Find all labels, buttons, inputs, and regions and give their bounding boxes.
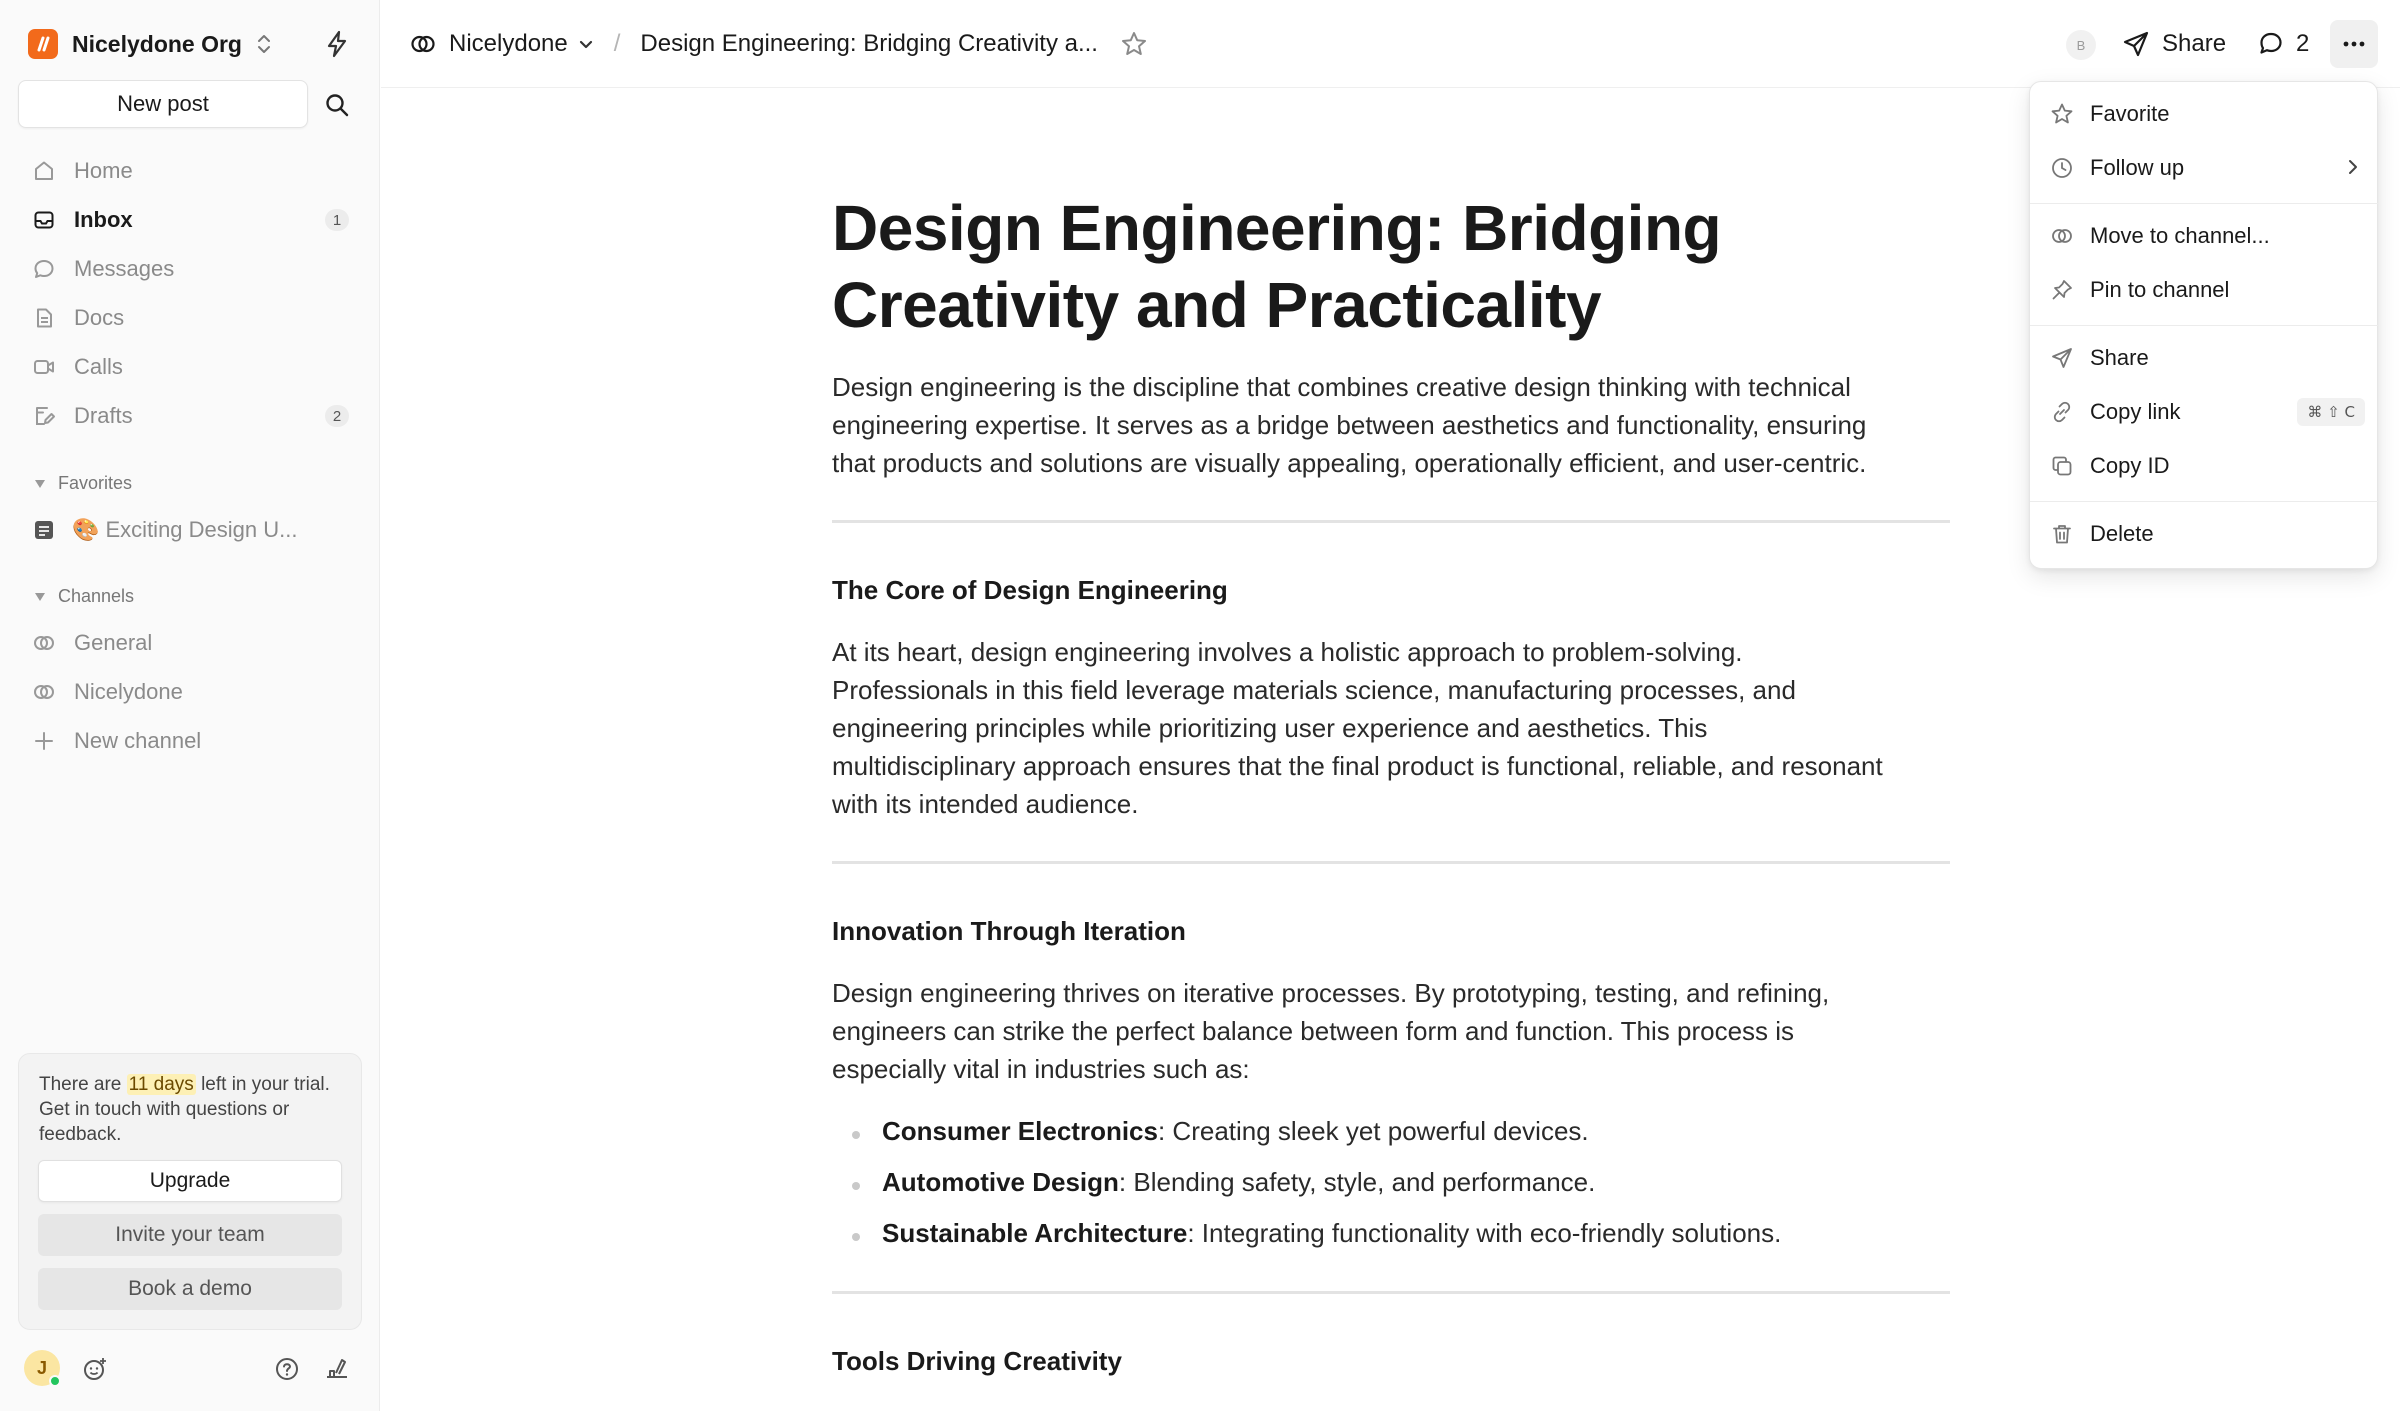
main-nav — [18, 146, 363, 440]
inbox-icon — [32, 208, 56, 232]
comment-icon — [2258, 31, 2284, 57]
caret-down-icon — [34, 592, 46, 602]
copy-icon — [2050, 454, 2074, 478]
org-logo-icon — [28, 29, 58, 59]
invite-team-button[interactable]: Invite your team — [38, 1214, 342, 1256]
sidebar-item-docs[interactable] — [18, 293, 363, 342]
sidebar-item-label: Home — [74, 157, 133, 183]
menu-divider — [2030, 501, 2379, 502]
chevron-down-icon[interactable] — [578, 36, 594, 52]
video-icon — [32, 355, 56, 379]
divider — [832, 1291, 1950, 1294]
menu-item-copy-link[interactable]: Copy link ⌘ ⇧ C — [2030, 385, 2379, 439]
favorites-label: Favorites — [58, 473, 133, 493]
sidebar-item-label: Drafts — [74, 402, 133, 428]
channel-icon — [409, 30, 437, 58]
menu-item-share[interactable]: Share — [2030, 331, 2379, 385]
trial-message: There are 11 days left in your trial. Get in touch with questions or feedback. — [39, 1074, 330, 1145]
menu-item-delete[interactable]: Delete — [2030, 507, 2379, 561]
list-item: Sustainable Architecture: Integrating functionality with eco-friendly solutions. — [882, 1218, 1782, 1248]
sidebar-item-calls[interactable] — [18, 342, 363, 391]
trial-card — [18, 1053, 362, 1330]
link-icon — [2050, 400, 2074, 424]
channels-section-toggle[interactable] — [34, 586, 134, 607]
sidebar-item-label: Messages — [74, 255, 175, 281]
intro-paragraph: Design engineering is the discipline that combines creative design thinking with technical engineering expertise. It serves as a bridge between aesthetics and functionality, ensuring that products and solutions are visually appealing, operationally efficient, and user-centric. — [832, 372, 1867, 478]
new-channel-button[interactable] — [18, 716, 363, 765]
star-icon[interactable] — [1120, 30, 1148, 58]
bullet-dot — [852, 1233, 860, 1241]
menu-item-favorite[interactable]: Favorite — [2030, 87, 2379, 141]
comments-button[interactable] — [2258, 24, 2309, 64]
org-switcher[interactable] — [28, 24, 368, 64]
post-icon — [32, 518, 56, 542]
breadcrumb — [409, 24, 1148, 64]
search-icon[interactable] — [320, 88, 354, 122]
clock-icon — [2050, 156, 2074, 180]
innovation-paragraph: Design engineering thrives on iterative processes. By prototyping, testing, and refining, engineers can strike the perfect balance between form and function. This process is especially vital in industries such as: — [832, 978, 1830, 1084]
sidebar-footer — [24, 1348, 364, 1388]
channel-list — [18, 618, 363, 765]
trial-days-highlight: 11 days — [128, 1074, 194, 1095]
draft-icon — [32, 404, 56, 428]
help-icon[interactable] — [274, 1356, 300, 1382]
core-paragraph: At its heart, design engineering involves a holistic approach to problem-solving. Professionals in this field leverage materials science, manufacturing processes, and engineering principles while prioritizing user experience and aesthetics. This multidisciplinary approach ensures that the final product is functional, reliable, and resonant with its intended audience. — [832, 637, 1883, 819]
breadcrumb-separator: / — [613, 30, 621, 57]
share-label: Share — [2162, 30, 2227, 57]
user-avatar[interactable]: J — [24, 1350, 60, 1386]
channel-item-general[interactable] — [18, 618, 363, 667]
draft-count-badge: 2 — [325, 405, 349, 427]
new-channel-label: New channel — [74, 727, 202, 753]
bullet-dot — [852, 1182, 860, 1190]
comment-count: 2 — [2296, 30, 2310, 57]
sidebar — [0, 0, 380, 1411]
more-options-menu — [2029, 81, 2378, 569]
breadcrumb-post-title: Design Engineering: Bridging Creativity a... — [640, 30, 1098, 57]
favorite-item[interactable] — [32, 512, 297, 548]
menu-divider — [2030, 203, 2379, 204]
breadcrumb-channel[interactable]: Nicelydone — [449, 30, 568, 57]
section-heading-innovation: Innovation Through Iteration — [832, 916, 1186, 946]
channel-item-label: General — [74, 629, 153, 655]
menu-item-pin-to-channel[interactable]: Pin to channel — [2030, 263, 2379, 317]
section-heading-core: The Core of Design Engineering — [832, 575, 1228, 605]
ellipsis-icon — [2342, 40, 2366, 48]
sidebar-item-label: Inbox — [74, 206, 133, 232]
doc-icon — [32, 306, 56, 330]
feedback-icon[interactable] — [324, 1356, 350, 1382]
pin-icon — [2050, 278, 2074, 302]
plus-icon — [32, 729, 56, 753]
unread-badge: 1 — [325, 209, 349, 231]
share-button[interactable] — [2122, 24, 2226, 64]
viewer-avatar[interactable]: B — [2066, 30, 2096, 60]
sidebar-item-inbox[interactable] — [18, 195, 363, 244]
home-icon — [32, 159, 56, 183]
org-name: Nicelydone Org — [72, 30, 242, 57]
menu-item-copy-id[interactable]: Copy ID — [2030, 439, 2379, 493]
section-heading-tools: Tools Driving Creativity — [832, 1346, 1122, 1376]
divider — [832, 861, 1950, 864]
caret-down-icon — [34, 479, 46, 489]
menu-item-move-to-channel[interactable]: Move to channel... — [2030, 209, 2379, 263]
send-icon — [2050, 346, 2074, 370]
emoji-status-icon[interactable] — [82, 1356, 108, 1382]
sidebar-item-label: Calls — [74, 353, 123, 379]
star-icon — [2050, 102, 2074, 126]
sidebar-item-home[interactable] — [18, 146, 363, 195]
keyboard-shortcut: ⌘ ⇧ C — [2297, 398, 2365, 426]
sidebar-item-label: Docs — [74, 304, 125, 330]
online-status-dot — [49, 1375, 61, 1387]
channel-icon — [32, 680, 56, 704]
menu-divider — [2030, 325, 2379, 326]
sidebar-item-drafts[interactable] — [18, 391, 363, 440]
send-icon — [2122, 30, 2150, 58]
favorite-item-label: 🎨 Exciting Design U... — [72, 517, 298, 542]
industry-list — [832, 1112, 1950, 1262]
list-item: Consumer Electronics: Creating sleek yet powerful devices. — [882, 1116, 1589, 1146]
bullet-dot — [852, 1131, 860, 1139]
book-demo-button[interactable]: Book a demo — [38, 1268, 342, 1310]
top-bar — [381, 0, 2400, 88]
divider — [832, 520, 1950, 523]
trash-icon — [2050, 522, 2074, 546]
channel-item-nicelydone[interactable] — [18, 667, 363, 716]
sidebar-item-messages[interactable] — [18, 244, 363, 293]
bolt-icon[interactable] — [324, 30, 350, 58]
menu-item-follow-up[interactable]: Follow up — [2030, 141, 2379, 195]
favorites-section-toggle[interactable] — [34, 473, 132, 494]
message-icon — [32, 257, 56, 281]
new-post-button[interactable]: New post — [18, 80, 308, 128]
doc-title: Design Engineering: Bridging Creativity and Practicality — [832, 192, 1722, 341]
channel-icon — [32, 631, 56, 655]
list-item: Automotive Design: Blending safety, style, and performance. — [882, 1167, 1596, 1197]
channel-item-label: Nicelydone — [74, 678, 183, 704]
more-options-button[interactable] — [2330, 20, 2378, 68]
channel-icon — [2050, 224, 2074, 248]
chevron-right-icon — [2347, 158, 2359, 176]
upgrade-button[interactable]: Upgrade — [38, 1160, 342, 1202]
chevron-up-down-icon — [256, 33, 272, 55]
channels-label: Channels — [58, 586, 135, 606]
